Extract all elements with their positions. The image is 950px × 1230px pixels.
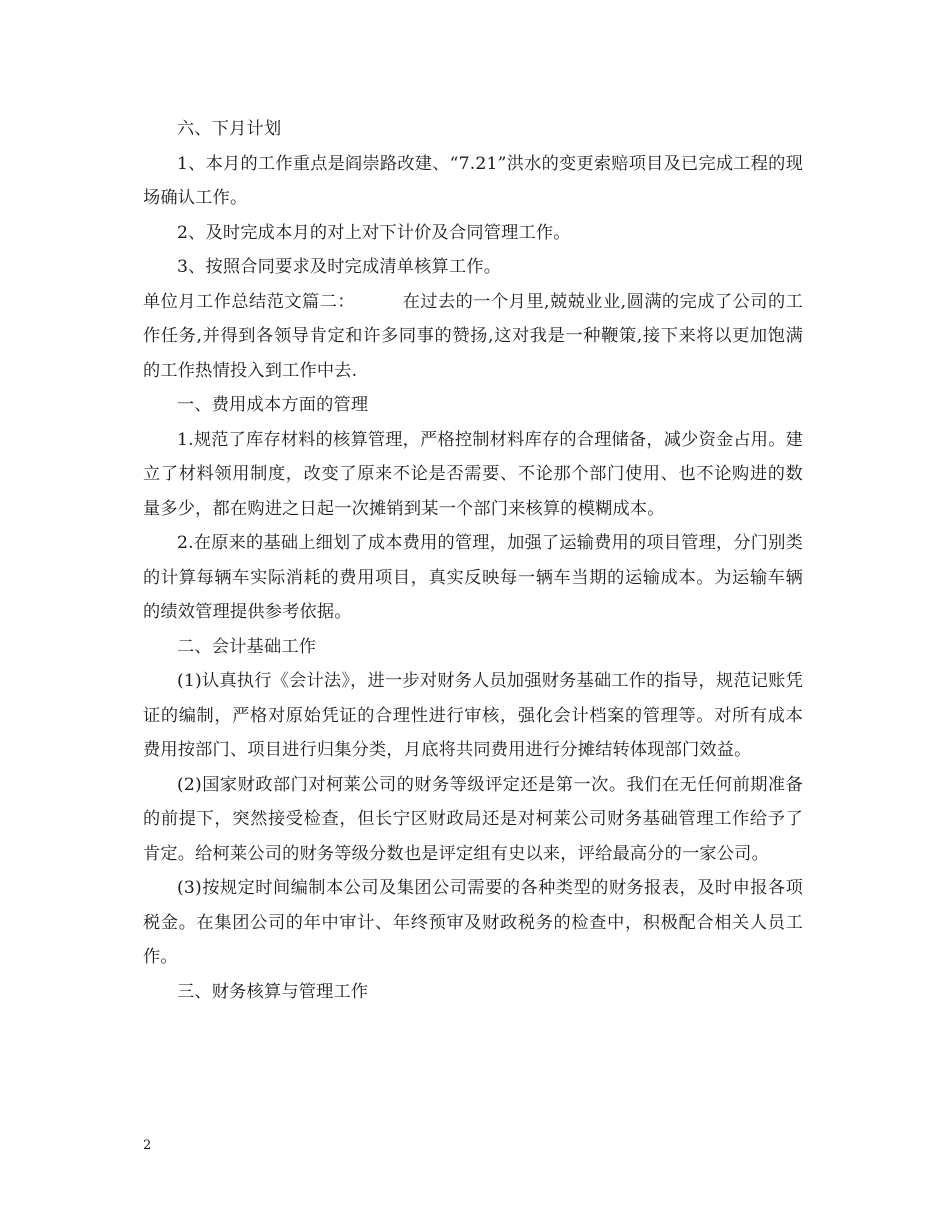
cost-item-2: 2.在原来的基础上细划了成本费用的管理，加强了运输费用的项目管理，分门别类的计算每辆车实际消耗的费用项目，真实反映每一辆车当期的运输成本。为运输车辆的绩效管理提供参考依据。 (143, 533, 803, 622)
plan-item-1: 1、本月的工作重点是阎崇路改建、“7.21”洪水的变更索赔项目及已完成工程的现场确认工作。 (143, 153, 803, 208)
document-body (143, 112, 803, 1009)
page-number: 2 (143, 1138, 152, 1153)
accounting-item-3: (3)按规定时间编制本公司及集团公司需要的各种类型的财务报表，及时申报各项税金。在集团公司的年中审计、年终预审及财政税务的检查中，积极配合相关人员工作。 (143, 878, 803, 967)
article-two-intro: 单位月工作总结范文篇二： 在过去的一个月里,兢兢业业,圆满的完成了公司的工作任务,并得到各领导肯定和许多同事的赞扬,这对我是一种鞭策,接下来将以更加饱满的工作热情投入到工作中去. (143, 291, 803, 381)
section-heading-financial-accounting: 三、财务核算与管理工作 (177, 981, 369, 1002)
section-heading-cost-management: 一、费用成本方面的管理 (177, 395, 369, 415)
plan-item-3: 3、按照合同要求及时完成清单核算工作。 (177, 257, 502, 277)
cost-item-1: 1.规范了库存材料的核算管理，严格控制材料库存的合理储备，减少资金占用。建立了材料领用制度，改变了原来不论是否需要、不论那个部门使用、也不论购进的数量多少，都在购进之日起一次摊销到某一个部门来核算的模糊成本。 (143, 429, 803, 519)
section-heading-next-month-plan: 六、下月计划 (177, 119, 282, 139)
section-heading-accounting-basics: 二、会计基础工作 (177, 636, 317, 657)
plan-item-2: 2、及时完成本月的对上对下计价及合同管理工作。 (177, 222, 571, 243)
accounting-item-1: (1)认真执行《会计法》，进一步对财务人员加强财务基础工作的指导，规范记账凭证的编制，严格对原始凭证的合理性进行审核，强化会计档案的管理等。对所有成本费用按部门、项目进行归集分类，月底将共同费用进行分摊结转体现部门效益。 (143, 671, 803, 760)
accounting-item-2: (2)国家财政部门对柯莱公司的财务等级评定还是第一次。我们在无任何前期准备的前提下，突然接受检查，但长宁区财政局还是对柯莱公司财务基础管理工作给予了肯定。给柯莱公司的财务等级分数也是评定组有史以来，评给最高分的一家公司。 (143, 774, 803, 864)
